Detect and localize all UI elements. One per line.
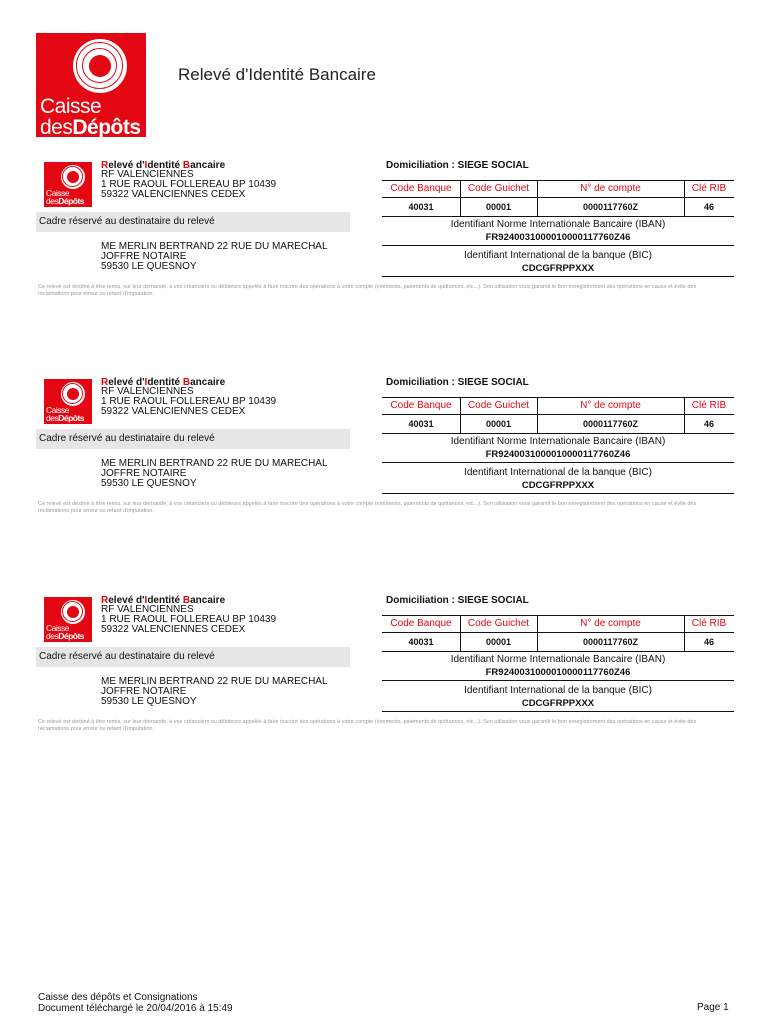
iban-value: FR9240031000010000117760Z46: [485, 667, 631, 678]
domiciliation: Domiciliation : SIEGE SOCIAL: [386, 595, 529, 606]
page-number: Page 1: [697, 1002, 729, 1013]
numero-compte-value: 0000117760Z: [582, 419, 639, 429]
cle-rib-value: 46: [703, 202, 714, 212]
iban-label: Identifiant Norme Internationale Bancaire (IBAN): [450, 654, 666, 665]
legal-notice: Ce relevé est destiné à être remis, sur leur demande, à vos créanciers ou débiteurs appelés à faire inscrire des opérations à votre compte (virements, paiements de quittances, etc...). Son utilisation vous garantit le bon enregistrement des opérations en cause et évite des réclamations pour erreur ou retard d'imputation.: [38, 284, 697, 297]
recipient-line: ME MERLIN BERTRAND 22 RUE DU MARECHAL: [101, 676, 328, 687]
rib-heading: Relevé d'Identité Bancaire: [101, 160, 226, 171]
seal-icon: [61, 600, 85, 624]
cadre-label: Cadre réservé au destinataire du relevé: [36, 647, 350, 667]
bank-address-line: RF VALENCIENNES: [101, 386, 194, 397]
seal-icon: [73, 39, 127, 93]
code-guichet-value: 00001: [485, 637, 512, 647]
bic-label: Identifiant International de la banque (BIC): [464, 467, 652, 478]
cadre-label: Cadre réservé au destinataire du relevé: [36, 212, 350, 232]
bic-label: Identifiant International de la banque (BIC): [464, 685, 652, 696]
caisse-des-depots-small-logo: [44, 379, 92, 424]
bic-value: CDCGFRPPXXX: [521, 263, 595, 274]
rib-block: [36, 377, 734, 527]
bic-label: Identifiant International de la banque (BIC): [464, 250, 652, 261]
col-code-banque-header: Code Banque: [390, 618, 452, 629]
code-banque-value: 40031: [408, 637, 434, 647]
logo-word-caisse: Caisse: [40, 95, 102, 118]
recipient-line: 59530 LE QUESNOY: [101, 478, 197, 489]
footer-download-date: Document téléchargé le 20/04/2016 à 15:49: [38, 1003, 233, 1014]
logo-word-des-depots: desDépôts: [46, 413, 85, 423]
caisse-des-depots-small-logo: [44, 162, 92, 207]
col-cle-rib-header: Clé RIB: [691, 400, 727, 411]
iban-label: Identifiant Norme Internationale Bancaire (IBAN): [450, 219, 666, 230]
page-title: Relevé d'Identité Bancaire: [178, 65, 376, 84]
cle-rib-value: 46: [703, 637, 714, 647]
col-numero-compte-header: N° de compte: [580, 183, 641, 194]
domiciliation: Domiciliation : SIEGE SOCIAL: [386, 377, 529, 388]
bank-address-line: RF VALENCIENNES: [101, 169, 194, 180]
rib-heading: Relevé d'Identité Bancaire: [101, 377, 226, 388]
code-guichet-value: 00001: [485, 202, 512, 212]
logo-word-caisse: Caisse: [46, 405, 69, 415]
col-code-banque-header: Code Banque: [390, 183, 452, 194]
recipient-line: JOFFRE NOTAIRE: [101, 251, 187, 262]
col-code-guichet-header: Code Guichet: [467, 400, 530, 411]
iban-value: FR9240031000010000117760Z46: [485, 232, 631, 243]
iban-value: FR9240031000010000117760Z46: [485, 449, 631, 460]
col-numero-compte-header: N° de compte: [580, 400, 641, 411]
cle-rib-value: 46: [703, 419, 714, 429]
numero-compte-value: 0000117760Z: [582, 202, 639, 212]
bank-address-line: 59322 VALENCIENNES CEDEX: [101, 624, 246, 635]
bic-value: CDCGFRPPXXX: [521, 480, 595, 491]
legal-notice: Ce relevé est destiné à être remis, sur leur demande, à vos créanciers ou débiteurs appelés à faire inscrire des opérations à votre compte (virements, paiements de quittances, etc...). Son utilisation vous garantit le bon enregistrement des opérations en cause et évite des réclamations pour erreur ou retard d'imputation.: [38, 501, 697, 514]
col-numero-compte-header: N° de compte: [580, 618, 641, 629]
bank-address-line: 1 RUE RAOUL FOLLEREAU BP 10439: [101, 396, 277, 407]
recipient-line: 59530 LE QUESNOY: [101, 261, 197, 272]
rib-block: [36, 595, 734, 745]
recipient-line: ME MERLIN BERTRAND 22 RUE DU MARECHAL: [101, 458, 328, 469]
legal-notice: Ce relevé est destiné à être remis, sur leur demande, à vos créanciers ou débiteurs appelés à faire inscrire des opérations à votre compte (virements, paiements de quittances, etc...). Son utilisation vous garantit le bon enregistrement des opérations en cause et évite des réclamations pour erreur ou retard d'imputation.: [38, 719, 697, 732]
col-code-guichet-header: Code Guichet: [467, 183, 530, 194]
bank-address-line: RF VALENCIENNES: [101, 604, 194, 615]
rib-block: [36, 160, 734, 310]
seal-icon: [61, 382, 85, 406]
footer-organisation: Caisse des dépôts et Consignations: [38, 992, 198, 1003]
recipient-line: ME MERLIN BERTRAND 22 RUE DU MARECHAL: [101, 241, 328, 252]
recipient-line: 59530 LE QUESNOY: [101, 696, 197, 707]
numero-compte-value: 0000117760Z: [582, 637, 639, 647]
logo-word-des-depots: desDépôts: [46, 631, 85, 641]
domiciliation: Domiciliation : SIEGE SOCIAL: [386, 160, 529, 171]
cadre-label: Cadre réservé au destinataire du relevé: [36, 429, 350, 449]
recipient-line: JOFFRE NOTAIRE: [101, 686, 187, 697]
col-cle-rib-header: Clé RIB: [691, 183, 727, 194]
logo-word-des-depots: desDépôts: [46, 196, 85, 206]
logo-word-caisse: Caisse: [46, 623, 69, 633]
seal-icon: [61, 165, 85, 189]
bank-address-line: 1 RUE RAOUL FOLLEREAU BP 10439: [101, 614, 277, 625]
bank-address-line: 1 RUE RAOUL FOLLEREAU BP 10439: [101, 179, 277, 190]
code-banque-value: 40031: [408, 419, 434, 429]
col-code-banque-header: Code Banque: [390, 400, 452, 411]
bank-address-line: 59322 VALENCIENNES CEDEX: [101, 406, 246, 417]
recipient-line: JOFFRE NOTAIRE: [101, 468, 187, 479]
bank-address-line: 59322 VALENCIENNES CEDEX: [101, 189, 246, 200]
code-banque-value: 40031: [408, 202, 434, 212]
col-cle-rib-header: Clé RIB: [691, 618, 727, 629]
logo-word-caisse: Caisse: [46, 188, 69, 198]
iban-label: Identifiant Norme Internationale Bancaire (IBAN): [450, 436, 666, 447]
code-guichet-value: 00001: [485, 419, 512, 429]
caisse-des-depots-logo: [36, 33, 146, 137]
col-code-guichet-header: Code Guichet: [467, 618, 530, 629]
caisse-des-depots-small-logo: [44, 597, 92, 642]
rib-heading: Relevé d'Identité Bancaire: [101, 595, 226, 606]
bic-value: CDCGFRPPXXX: [521, 698, 595, 709]
logo-word-des-depots: desDépôts: [40, 116, 141, 139]
